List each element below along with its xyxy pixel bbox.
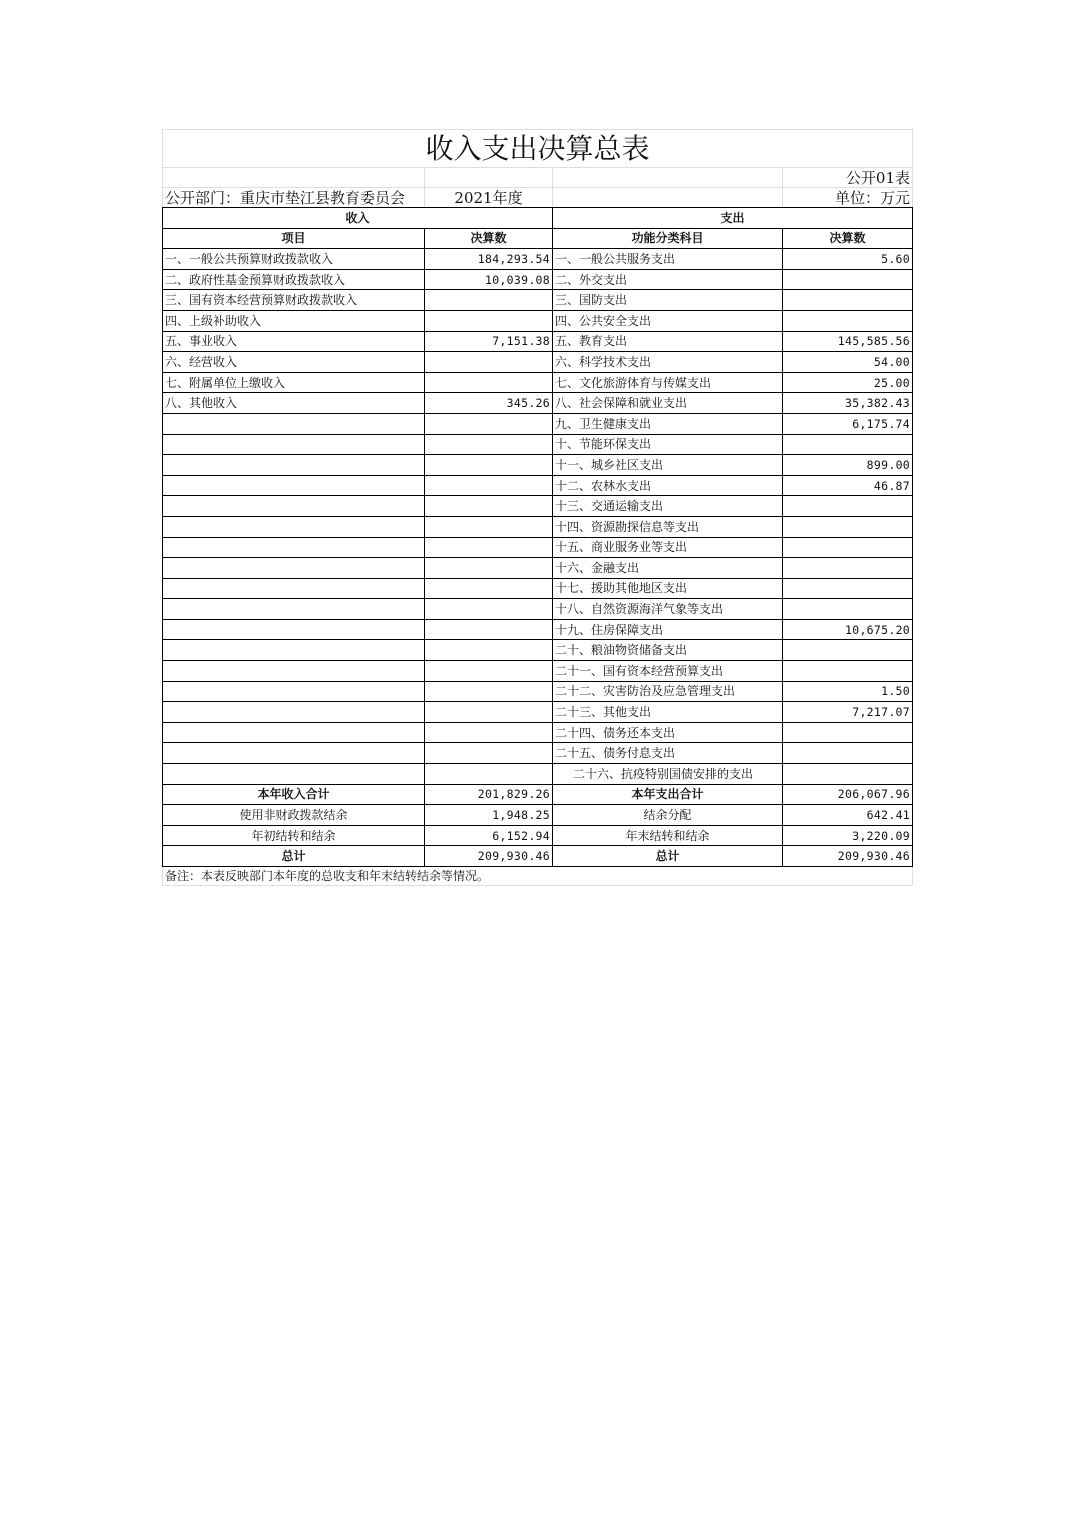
expense-item-label: 二、外交支出 (553, 269, 783, 290)
expense-item-value (783, 578, 913, 599)
income-item-value (425, 413, 553, 434)
column-header-row (163, 228, 913, 249)
income-item-label (163, 434, 425, 455)
income-item-label: 一、一般公共预算财政拨款收入 (163, 249, 425, 270)
table-row (163, 249, 913, 270)
table-row (163, 764, 913, 785)
income-item-value (425, 516, 553, 537)
income-item-value (425, 640, 553, 661)
table-row (163, 743, 913, 764)
income-item-label (163, 475, 425, 496)
income-total-label: 本年收入合计 (163, 784, 425, 805)
budget-summary-table (162, 129, 913, 886)
expense-item-label: 一、一般公共服务支出 (553, 249, 783, 270)
expense-item-value: 10,675.20 (783, 619, 913, 640)
expense-item-label: 三、国防支出 (553, 290, 783, 311)
expense-item-value: 25.00 (783, 372, 913, 393)
income-item-value (425, 764, 553, 785)
expense-item-value (783, 269, 913, 290)
income-item-label (163, 661, 425, 682)
table-row (163, 475, 913, 496)
expense-total-label: 总计 (553, 846, 783, 867)
totals-row (163, 825, 913, 846)
income-item-label (163, 516, 425, 537)
unit-label: 单位：万元 (783, 188, 913, 208)
income-item-label (163, 743, 425, 764)
income-item-value (425, 475, 553, 496)
income-total-value: 209,930.46 (425, 846, 553, 867)
expense-item-label: 八、社会保障和就业支出 (553, 393, 783, 414)
income-item-label (163, 558, 425, 579)
income-item-label (163, 455, 425, 476)
expense-section-header: 支出 (553, 208, 913, 229)
expense-total-value: 209,930.46 (783, 846, 913, 867)
income-item-value (425, 290, 553, 311)
report-sheet (162, 129, 912, 886)
expense-total-label: 本年支出合计 (553, 784, 783, 805)
expense-item-label: 四、公共安全支出 (553, 310, 783, 331)
title-row (163, 130, 913, 168)
expense-item-value: 145,585.56 (783, 331, 913, 352)
income-item-value (425, 434, 553, 455)
fiscal-year: 2021年度 (425, 188, 553, 208)
income-item-value (425, 537, 553, 558)
expense-item-value: 1.50 (783, 681, 913, 702)
expense-item-value (783, 722, 913, 743)
expense-total-label: 年末结转和结余 (553, 825, 783, 846)
income-item-label (163, 702, 425, 723)
expense-item-label: 二十六、抗疫特别国债安排的支出 (553, 764, 783, 785)
expense-item-label: 九、卫生健康支出 (553, 413, 783, 434)
totals-row (163, 846, 913, 867)
income-item-value: 7,151.38 (425, 331, 553, 352)
expense-item-value (783, 516, 913, 537)
table-row (163, 434, 913, 455)
table-row (163, 290, 913, 311)
expense-item-value (783, 599, 913, 620)
expense-item-value (783, 310, 913, 331)
table-row (163, 372, 913, 393)
income-total-value: 201,829.26 (425, 784, 553, 805)
table-row (163, 661, 913, 682)
income-item-label (163, 722, 425, 743)
expense-item-label: 六、科学技术支出 (553, 352, 783, 373)
expense-item-value: 5.60 (783, 249, 913, 270)
income-item-label (163, 764, 425, 785)
expense-item-value (783, 290, 913, 311)
expense-item-label: 十三、交通运输支出 (553, 496, 783, 517)
expense-item-value: 7,217.07 (783, 702, 913, 723)
expense-item-value: 35,382.43 (783, 393, 913, 414)
expense-item-label: 二十一、国有资本经营预算支出 (553, 661, 783, 682)
expense-item-value: 6,175.74 (783, 413, 913, 434)
table-row (163, 516, 913, 537)
income-item-label (163, 640, 425, 661)
expense-item-label: 二十三、其他支出 (553, 702, 783, 723)
section-header-row (163, 208, 913, 229)
income-total-label: 年初结转和结余 (163, 825, 425, 846)
income-item-label: 五、事业收入 (163, 331, 425, 352)
income-item-value (425, 455, 553, 476)
income-item-value (425, 352, 553, 373)
expense-item-value (783, 661, 913, 682)
table-row (163, 681, 913, 702)
income-total-value: 1,948.25 (425, 805, 553, 826)
expense-item-label: 二十四、债务还本支出 (553, 722, 783, 743)
table-row (163, 331, 913, 352)
expense-item-value (783, 558, 913, 579)
income-item-label: 四、上级补助收入 (163, 310, 425, 331)
table-row (163, 558, 913, 579)
income-item-label: 二、政府性基金预算财政拨款收入 (163, 269, 425, 290)
income-total-label: 使用非财政拨款结余 (163, 805, 425, 826)
table-row (163, 578, 913, 599)
expense-item-value (783, 640, 913, 661)
expense-item-label: 十一、城乡社区支出 (553, 455, 783, 476)
income-item-label: 八、其他收入 (163, 393, 425, 414)
table-row (163, 640, 913, 661)
col-header-function: 功能分类科目 (553, 228, 783, 249)
income-item-value (425, 558, 553, 579)
income-item-label (163, 413, 425, 434)
expense-item-value (783, 537, 913, 558)
income-item-value: 184,293.54 (425, 249, 553, 270)
expense-item-value (783, 764, 913, 785)
income-total-label: 总计 (163, 846, 425, 867)
expense-item-label: 二十二、灾害防治及应急管理支出 (553, 681, 783, 702)
table-row (163, 413, 913, 434)
expense-item-value: 54.00 (783, 352, 913, 373)
income-item-label (163, 619, 425, 640)
col-header-amount-expense: 决算数 (783, 228, 913, 249)
expense-item-value (783, 743, 913, 764)
table-row (163, 393, 913, 414)
table-number: 公开01表 (783, 168, 913, 188)
table-row (163, 455, 913, 476)
expense-total-value: 3,220.09 (783, 825, 913, 846)
income-item-value: 345.26 (425, 393, 553, 414)
income-section-header: 收入 (163, 208, 553, 229)
income-item-value (425, 619, 553, 640)
expense-item-label: 十二、农林水支出 (553, 475, 783, 496)
expense-item-value: 899.00 (783, 455, 913, 476)
income-item-label: 三、国有资本经营预算财政拨款收入 (163, 290, 425, 311)
table-row (163, 537, 913, 558)
income-item-value (425, 661, 553, 682)
expense-item-label: 十六、金融支出 (553, 558, 783, 579)
income-item-label (163, 537, 425, 558)
totals-row (163, 805, 913, 826)
income-item-label: 七、附属单位上缴收入 (163, 372, 425, 393)
expense-item-value (783, 496, 913, 517)
expense-item-label: 十九、住房保障支出 (553, 619, 783, 640)
income-item-value (425, 372, 553, 393)
income-item-label (163, 599, 425, 620)
income-item-value (425, 310, 553, 331)
expense-total-value: 206,067.96 (783, 784, 913, 805)
income-item-label (163, 578, 425, 599)
table-row (163, 619, 913, 640)
col-header-amount: 决算数 (425, 228, 553, 249)
table-row (163, 352, 913, 373)
expense-item-label: 十五、商业服务业等支出 (553, 537, 783, 558)
expense-total-label: 结余分配 (553, 805, 783, 826)
income-item-label (163, 681, 425, 702)
expense-total-value: 642.41 (783, 805, 913, 826)
income-item-label: 六、经营收入 (163, 352, 425, 373)
income-item-value (425, 702, 553, 723)
table-row (163, 269, 913, 290)
expense-item-label: 七、文化旅游体育与传媒支出 (553, 372, 783, 393)
income-item-value (425, 599, 553, 620)
income-item-value: 10,039.08 (425, 269, 553, 290)
expense-item-value (783, 434, 913, 455)
note-row (163, 867, 913, 886)
expense-item-label: 二十、粮油物资储备支出 (553, 640, 783, 661)
expense-item-label: 十、节能环保支出 (553, 434, 783, 455)
table-row (163, 722, 913, 743)
income-item-value (425, 578, 553, 599)
totals-row (163, 784, 913, 805)
table-row (163, 310, 913, 331)
col-header-item: 项目 (163, 228, 425, 249)
table-row (163, 702, 913, 723)
income-item-value (425, 681, 553, 702)
page-title: 收入支出决算总表 (163, 130, 913, 168)
income-item-value (425, 496, 553, 517)
income-total-value: 6,152.94 (425, 825, 553, 846)
expense-item-label: 十七、援助其他地区支出 (553, 578, 783, 599)
expense-item-label: 十八、自然资源海洋气象等支出 (553, 599, 783, 620)
table-row (163, 496, 913, 517)
expense-item-label: 十四、资源勘探信息等支出 (553, 516, 783, 537)
meta-row (163, 188, 913, 208)
expense-item-label: 二十五、债务付息支出 (553, 743, 783, 764)
expense-item-value: 46.87 (783, 475, 913, 496)
table-row (163, 599, 913, 620)
income-item-value (425, 722, 553, 743)
department-label: 公开部门：重庆市垫江县教育委员会 (163, 188, 425, 208)
table-number-row (163, 168, 913, 188)
footnote: 备注：本表反映部门本年度的总收支和年末结转结余等情况。 (163, 867, 913, 886)
income-item-label (163, 496, 425, 517)
expense-item-label: 五、教育支出 (553, 331, 783, 352)
income-item-value (425, 743, 553, 764)
